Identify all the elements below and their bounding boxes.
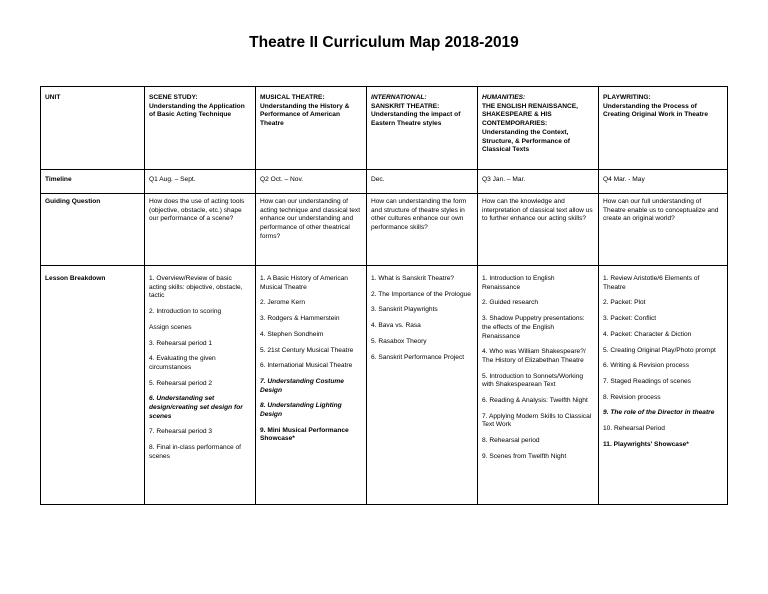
- lesson-item: 1. Review Aristotle/6 Elements of Theatre: [603, 275, 700, 291]
- header-row: [41, 87, 728, 170]
- lesson-item: 3. Rehearsal period 1: [149, 339, 213, 347]
- lesson-item: 1. A Basic History of American Musical Theatre: [260, 275, 348, 291]
- unit-header-cell: [256, 87, 367, 170]
- lesson-item: 7. Staged Readings of scenes: [603, 377, 691, 385]
- lesson-item: 4. Packet: Character & Diction: [603, 330, 692, 338]
- lesson-cell: [478, 266, 599, 505]
- guiding-question-cell: How can the knowledge and interpretation of classical text allow us to further enhance our acting skills?: [478, 194, 599, 266]
- unit-header-cell: [478, 87, 599, 170]
- lesson-item: 2. Jerome Kern: [260, 299, 306, 307]
- lesson-item: 3. Packet: Conflict: [603, 315, 657, 323]
- lesson-item: 5. Creating Original Play/Photo prompt: [603, 346, 716, 354]
- lesson-item: 4. Bava vs. Rasa: [371, 322, 421, 330]
- lesson-item: 9. The role of the Director in theatre: [603, 409, 715, 417]
- timeline-row: [41, 170, 728, 194]
- unit-description: Understanding the Process of Creating Original Work in Theatre: [603, 102, 709, 119]
- lesson-item: 3. Shadow Puppetry presentations: the effects of the English Renaissance: [482, 315, 585, 340]
- lesson-item: 4. Stephen Sondheim: [260, 330, 324, 338]
- lesson-item: 6. Sanskrit Performance Project: [371, 353, 465, 361]
- unit-header-cell: [367, 87, 478, 170]
- lesson-item: 8. Understanding Lighting Design: [260, 402, 342, 419]
- unit-label: UNIT: [41, 87, 145, 170]
- lesson-item: 7. Understanding Costume Design: [260, 377, 344, 394]
- lesson-item: 8. Final in-class performance of scenes: [149, 444, 241, 460]
- lesson-item: 9. Mini Musical Performance Showcase*: [260, 426, 349, 443]
- lesson-item: Assign scenes: [149, 323, 192, 331]
- timeline-cell: Q4 Mar. - May: [599, 170, 728, 194]
- unit-description: Understanding the Application of Basic Acting Technique: [149, 102, 245, 119]
- guiding-question-cell: How can our full understanding of Theatre enable us to conceptualize and create an original world?: [599, 194, 728, 266]
- unit-header-cell: [145, 87, 256, 170]
- guiding-question-cell: How can understanding the form and structure of theatre styles in other cultures enhance our own performance skills?: [367, 194, 478, 266]
- curriculum-table: [40, 86, 728, 505]
- lesson-item: 7. Applying Modern Skills to Classical Text Work: [482, 412, 592, 429]
- lesson-item: 5. Introduction to Sonnets/Working with Shakespearean Text: [482, 372, 584, 389]
- lesson-item: 2. Guided research: [482, 299, 539, 307]
- timeline-label: Timeline: [41, 170, 145, 194]
- lesson-item: 7. Rehearsal period 3: [149, 428, 213, 436]
- lesson-item: 6. Understanding set design/creating set design for scenes: [149, 395, 243, 420]
- timeline-cell: Q2 Oct. – Nov.: [256, 170, 367, 194]
- unit-description: SANSKRIT THEATRE: Understanding the impact of Eastern Theatre styles: [371, 102, 461, 128]
- unit-header-cell: [599, 87, 728, 170]
- unit-name: MUSICAL THEATRE:: [260, 94, 325, 101]
- lesson-item: 8. Revision process: [603, 393, 661, 401]
- lesson-item: 10. Rehearsal Period: [603, 425, 665, 433]
- page-title: Theatre II Curriculum Map 2018-2019: [249, 34, 519, 51]
- unit-name: HUMANITIES:: [482, 94, 526, 101]
- lesson-cell: [256, 266, 367, 505]
- unit-name: INTERNATIONAL:: [371, 94, 427, 101]
- unit-name: SCENE STUDY:: [149, 94, 198, 101]
- guiding-question-cell: How can our understanding of acting technique and classical text enhance our understanding and performance of other theatrical forms?: [256, 194, 367, 266]
- lesson-item: 9. Scenes from Twelfth Night: [482, 452, 567, 460]
- lesson-item: 6. International Musical Theatre: [260, 362, 353, 370]
- lesson-breakdown-label: Lesson Breakdown: [41, 266, 145, 505]
- lesson-item: 5. Rasabox Theory: [371, 337, 427, 345]
- lesson-item: 3. Rodgers & Hammerstein: [260, 315, 340, 323]
- lesson-item: 2. Introduction to scoring: [149, 308, 222, 316]
- lesson-item: 1. What is Sanskrit Theatre?: [371, 275, 455, 282]
- lesson-item: 1. Overview/Review of basic acting skills: objective, obstacle, tactic: [149, 275, 243, 300]
- guiding-question-row: [41, 194, 728, 266]
- timeline-cell: Q3 Jan. – Mar.: [478, 170, 599, 194]
- lesson-item: 6. Reading & Analysis: Twelfth Night: [482, 397, 588, 405]
- timeline-cell: Dec.: [367, 170, 478, 194]
- lesson-item: 5. Rehearsal period 2: [149, 379, 213, 387]
- timeline-cell: Q1 Aug. – Sept.: [145, 170, 256, 194]
- lesson-item: 11. Playwrights' Showcase*: [603, 440, 689, 448]
- lesson-item: 8. Rehearsal period: [482, 437, 540, 445]
- guiding-question-label: Guiding Question: [41, 194, 145, 266]
- lesson-item: 2. The Importance of the Prologue: [371, 290, 471, 298]
- unit-name: PLAYWRITING:: [603, 94, 651, 101]
- lesson-item: 2. Packet: Plot: [603, 299, 646, 307]
- lesson-cell: [367, 266, 478, 505]
- unit-description: THE ENGLISH RENAISSANCE, SHAKESPEARE & HIS CONTEMPORARIES: Understanding the Context, Structure, & Performance of Classical Texts: [482, 102, 578, 154]
- lesson-breakdown-row: [41, 266, 728, 505]
- lesson-item: 3. Sanskrit Playwrights: [371, 306, 438, 314]
- lesson-item: 6. Writing & Revision process: [603, 362, 689, 370]
- guiding-question-cell: How does the use of acting tools (objective, obstacle, etc.) shape our performance of a scene?: [145, 194, 256, 266]
- lesson-item: 1. Introduction to English Renaissance: [482, 275, 555, 291]
- lesson-cell: [145, 266, 256, 505]
- unit-description: Understanding the History & Performance of American Theatre: [260, 102, 350, 128]
- lesson-item: 5. 21st Century Musical Theatre: [260, 346, 354, 354]
- lesson-item: 4. Evaluating the given circumstances: [149, 355, 216, 371]
- lesson-cell: [599, 266, 728, 505]
- lesson-item: 4. Who was William Shakespeare?/ The History of Elizabethan Theatre: [482, 348, 586, 364]
